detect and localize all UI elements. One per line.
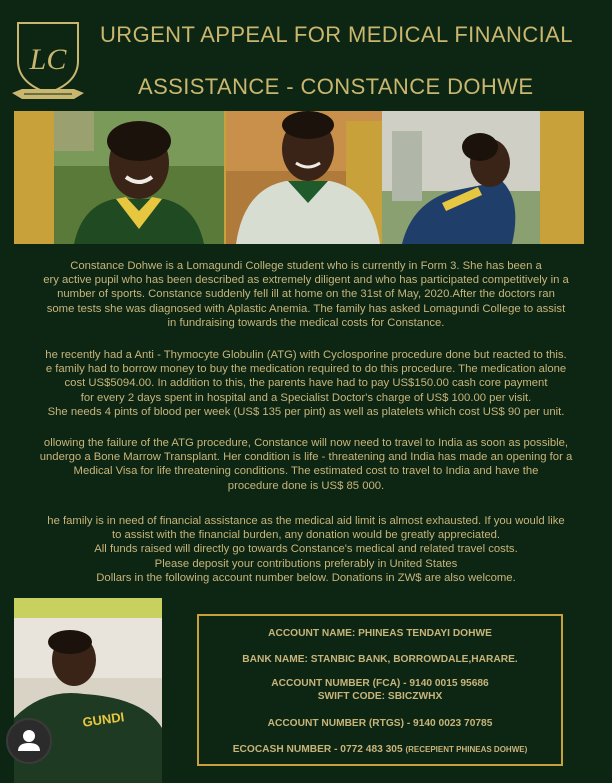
paragraph-line: number of sports. Constance suddenly fell ill at home on the 31st of May, 2020.After the doctors ran <box>57 288 555 301</box>
story-paragraph-1 <box>0 259 612 330</box>
paragraph-line: Constance Dohwe is a Lomagundi College student who is currently in Form 3. She has been a <box>70 260 542 272</box>
paragraph-line: ollowing the failure of the ATG procedure, Constance will now need to travel to India as soon as possible, <box>43 437 569 449</box>
ecocash-number: ECOCASH NUMBER - 0772 483 305 <box>232 744 403 755</box>
paragraph-line: Please deposit your contributions preferably in United States <box>154 557 458 570</box>
paragraph-line: to assist with the financial burden, any donation would be greatly appreciated. <box>111 529 501 542</box>
paragraph-line: for every 2 days spent in hospital and a Specialist Doctor's charge of US$ 100.00 per visit. <box>80 391 532 404</box>
paragraph-line: in fundraising towards the medical costs for Constance. <box>167 316 445 329</box>
paragraph-line: he family is in need of financial assistance as the medical aid limit is almost exhausted. If you would like <box>47 515 565 527</box>
paragraph-line: ery active pupil who has been described as extremely diligent and who has participated competitively in a <box>43 274 569 287</box>
shirt-text: GUNDI <box>81 709 126 730</box>
swift-code: SWIFT CODE: SBICZWHX <box>317 691 443 702</box>
page-title-line2: ASSISTANCE - CONSTANCE DOHWE <box>138 74 534 99</box>
paragraph-line: procedure done is US$ 85 000. <box>227 479 385 492</box>
account-number-fca: ACCOUNT NUMBER (FCA) - 9140 0015 95686 <box>271 678 489 689</box>
paragraph-line: e family had to borrow money to buy the medication required to do this procedure. The medication alone <box>45 363 567 376</box>
account-details-box <box>197 614 563 766</box>
school-crest-logo <box>10 17 86 103</box>
paragraph-line: cost US$5094.00. In addition to this, the parents have had to pay US$150.00 cash core payment <box>64 377 548 390</box>
paragraph-line: Dollars in the following account number below. Donations in ZW$ are also welcome. <box>96 571 516 584</box>
paragraph-line: She needs 4 pints of blood per week (US$ 135 per pint) as well as platelets which cost US$ 90 per unit. <box>47 405 565 418</box>
account-name: ACCOUNT NAME: PHINEAS TENDAYI DOHWE <box>268 628 492 639</box>
bank-name: BANK NAME: STANBIC BANK, BORROWDALE,HARARE. <box>242 654 518 665</box>
photo-strip <box>14 111 584 244</box>
page-title-line1: URGENT APPEAL FOR MEDICAL FINANCIAL <box>100 22 573 47</box>
crest-letters: LC <box>29 43 67 76</box>
ecocash-line <box>199 744 561 755</box>
account-number-rtgs: ACCOUNT NUMBER (RTGS) - 9140 0023 70785 <box>267 718 493 729</box>
ecocash-recipient: (RECEPIENT PHINEAS DOHWE) <box>405 745 528 754</box>
student-photo-3 <box>382 111 540 244</box>
paragraph-line: Medical Visa for life threatening conditions. The estimated cost to travel to India and have the <box>73 465 539 478</box>
story-paragraph-3 <box>0 436 612 493</box>
story-paragraph-2 <box>0 348 612 419</box>
paragraph-line: he recently had a Anti - Thymocyte Globulin (ATG) with Cyclosporine procedure done but reacted to this. <box>45 349 567 361</box>
paragraph-line: All funds raised will directly go towards Constance's medical and related travel costs. <box>94 543 518 556</box>
story-paragraph-4 <box>0 514 612 585</box>
student-photo-1 <box>54 111 224 244</box>
paragraph-line: some tests she was diagnosed with Aplastic Anemia. The family has asked Lomagundi College to assist <box>46 302 566 315</box>
paragraph-line: undergo a Bone Marrow Transplant. Her condition is life - threatening and India has made an opening for a <box>39 451 573 464</box>
student-photo-2 <box>226 111 390 244</box>
user-avatar-icon[interactable] <box>6 718 52 764</box>
